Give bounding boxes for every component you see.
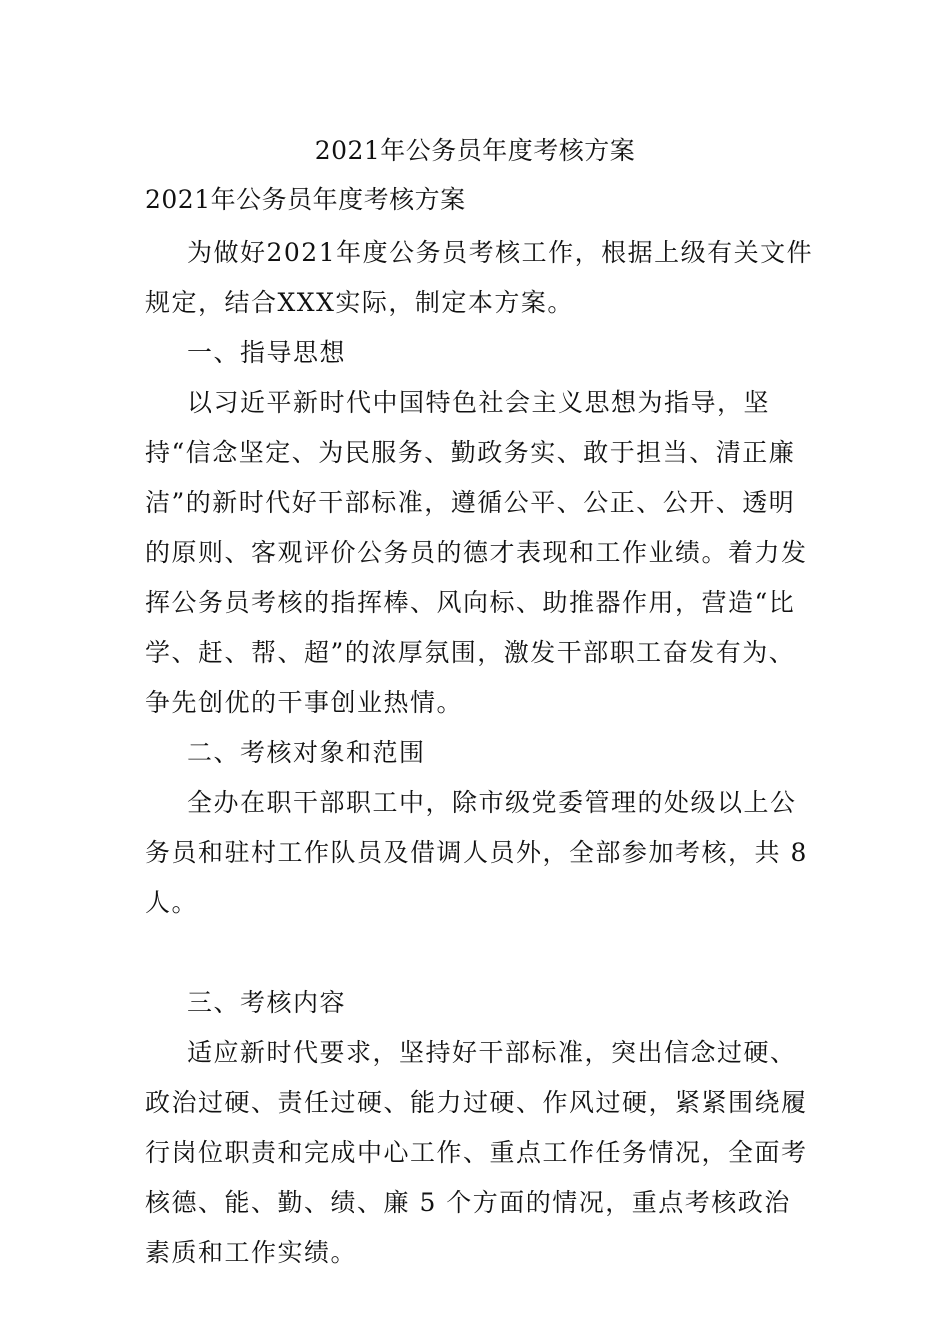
section-heading-scope: 二、考核对象和范围 (187, 738, 426, 767)
content-paragraph: 适应新时代要求，坚持好干部标准，突出信念过硬、政治过硬、责任过硬、能力过硬、作风过硬，紧紧围绕履行岗位职责和完成中心工作、重点工作任务情况，全面考核德、能、勤、绩、廉 5 个方面的情况，重点考核政治素质和工作实绩。 (145, 1038, 808, 1267)
intro-paragraph: 为做好2021年度公务员考核工作，根据上级有关文件规定，结合XXX实际，制定本方案。 (145, 238, 814, 317)
scope-paragraph: 全办在职干部职工中，除市级党委管理的处级以上公务员和驻村工作队员及借调人员外，全部参加考核，共 8 人。 (145, 788, 808, 917)
document-subtitle: 2021年公务员年度考核方案 (145, 185, 466, 214)
section-heading-content: 三、考核内容 (187, 988, 347, 1017)
blank-line (145, 928, 815, 978)
section-heading-guiding-ideology: 一、指导思想 (187, 338, 347, 367)
document-title: 2021年公务员年度考核方案 (314, 136, 636, 165)
document-body (145, 228, 815, 1278)
guiding-ideology-paragraph: 以习近平新时代中国特色社会主义思想为指导，坚持“信念坚定、为民服务、勤政务实、敢于担当、清正廉洁”的新时代好干部标准，遵循公平、公正、公开、透明的原则、客观评价公务员的德才表现和工作业绩。着力发挥公务员考核的指挥棒、风向标、助推器作用，营造“比学、赶、帮、超”的浓厚氛围，激发干部职工奋发有为、争先创优的干事创业热情。 (145, 388, 808, 717)
